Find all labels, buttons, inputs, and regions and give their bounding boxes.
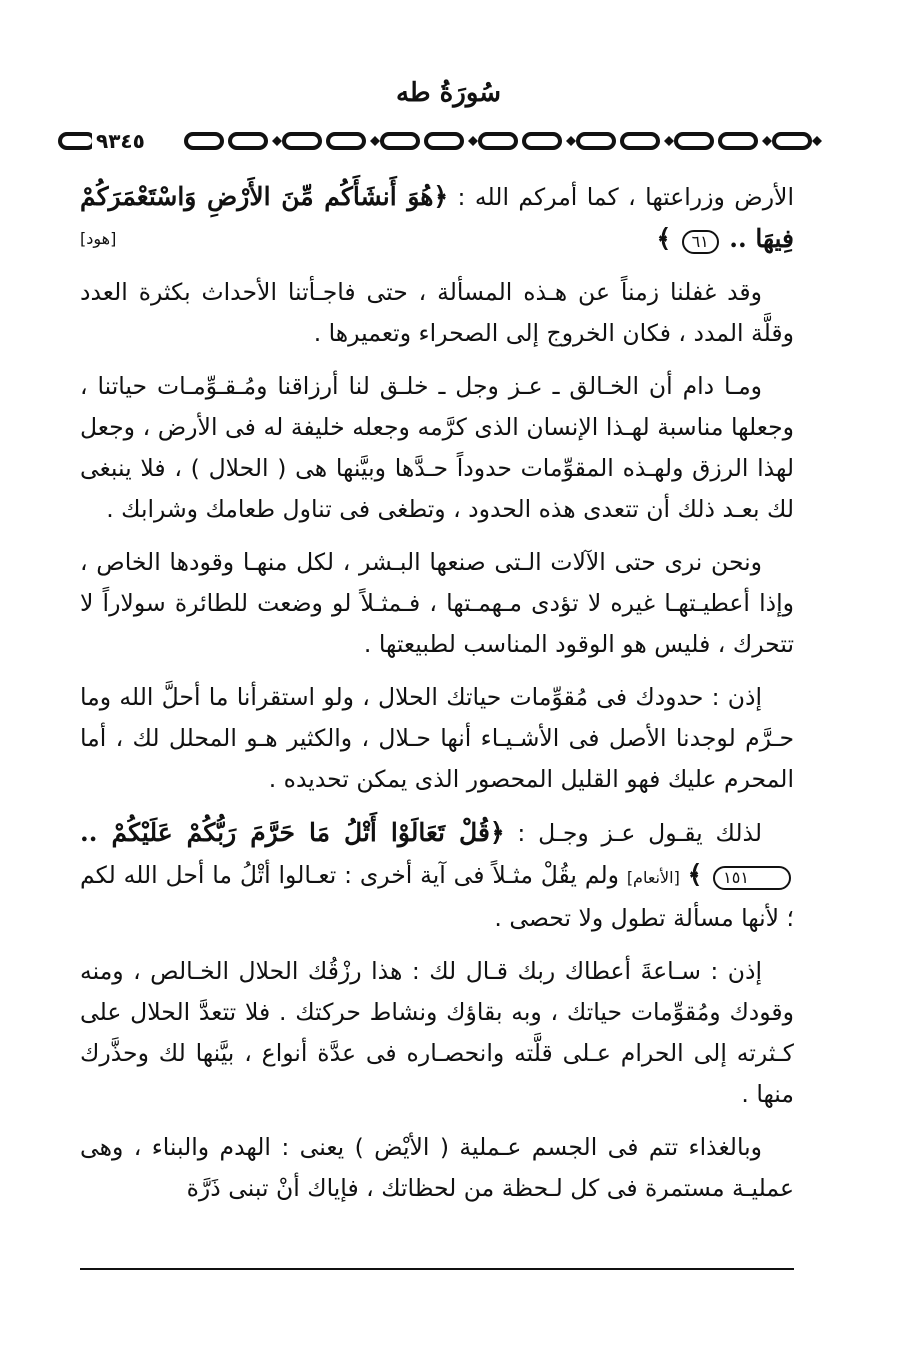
paragraph-text: لذلك يقـول عـز وجـل : xyxy=(517,819,762,847)
quran-verse: ﴿هُوَ أَنشَأَكُم مِّنَ الأَرْضِ وَاسْتَعْمَرَكُمْ فِيهَا .. xyxy=(80,182,794,253)
body-text xyxy=(80,176,794,1221)
paragraph-6 xyxy=(80,812,794,939)
surah-reference: [هود] xyxy=(80,229,117,248)
surah-reference: [الأنعام] xyxy=(626,868,680,887)
paragraph-text: الأرض وزراعتها ، كما أمركم الله : xyxy=(457,183,794,211)
quran-close-bracket: ﴾ xyxy=(656,224,672,253)
surah-title: سُورَةُ طه xyxy=(395,78,502,108)
page-number: ٩٣٤٥ xyxy=(92,129,149,153)
quran-verse: ﴿قُلْ تَعَالَوْا أَتْلُ مَا حَرَّمَ رَبُّكُمْ عَلَيْكُمْ .. xyxy=(80,818,505,847)
paragraph-7: إذن : سـاعةَ أعطاك ربك قـال لك : هذا رزْقُك الحلال الخـالص ، ومنه وقودك ومُقوِّمات حياتك ، وبه بقاؤك ونشاط حركتك . فلا تتعدَّ الحلال على كـثرته إلى الحرام عـلى قلَّته وانحصـاره فى عدَّة أنواع ، بيَّنها لك وحذَّرك منها . xyxy=(80,957,794,1108)
paragraph-1 xyxy=(80,176,794,260)
paragraph-8: وبالغذاء تتم فى الجسم عـملية ( الأيْض ) يعنى : الهدم والبناء ، وهى عمليـة مستمرة فى كل لـحظة من لحظاتك ، فإياك أنْ تبنى ذَرَّة xyxy=(80,1133,794,1202)
paragraph-4: ونحن نرى حتى الآلات الـتى صنعها البـشر ، لكل منهـا وقودها الخاص ، وإذا أعطيـتهـا غيره لا تؤدى مـهمـتها ، فـمثـلاً لو وضعت للطائرة سولاراً لا تتحرك ، فليس هو الوقود المناسب لطبيعتها . xyxy=(80,548,794,658)
paragraph-5: إذن : حدودك فى مُقوِّمات حياتك الحلال ، ولو استقرأنا ما أحلَّ الله وما حـرَّم لوجدنا الأصل فى الأشـيـاء أنها حـلال ، والكثير هـو المحلل لك ، أما المحرم عليك فهو القليل المحصور الذى يمكن تحديده . xyxy=(80,683,794,793)
paragraph-3: ومـا دام أن الخـالق ـ عـز وجل ـ خلـق لنا أرزاقنا ومُـقـوِّمـات حياتنا ، وجعلها مناسبة لهـذا الإنسان الذى كرَّمه وجعله خليفة له فى الأرض ، وجعل لهذا الرزق ولهـذه المقوِّمات حدوداً حـدَّها وبيَّنها هى ( الحلال ) ، فلا ينبغى لك بعـد ذلك أن تتعدى هذه الحدود ، وتطغى فى تناول طعامك وشرابك . xyxy=(80,372,794,523)
footer-divider xyxy=(80,1268,794,1270)
ayah-number: ٦١ xyxy=(682,230,719,254)
ayah-number: ١٥١ xyxy=(713,866,791,890)
quran-close-bracket: ﴾ xyxy=(687,860,703,889)
paragraph-text: ولم يقُلْ مثـلاً فى آية أخرى : تعـالوا أتْلُ ما أحل الله لكم ؛ لأنها مسألة تطول ولا تحصى . xyxy=(80,861,794,932)
paragraph-2: وقد غفلنا زمناً عن هـذه المسألة ، حتى فاجـأتنا الأحداث بكثرة العدد وقلَّة المدد ، فكان الخروج إلى الصحراء وتعميرها . xyxy=(80,278,794,347)
decorative-chain-border xyxy=(58,128,823,154)
